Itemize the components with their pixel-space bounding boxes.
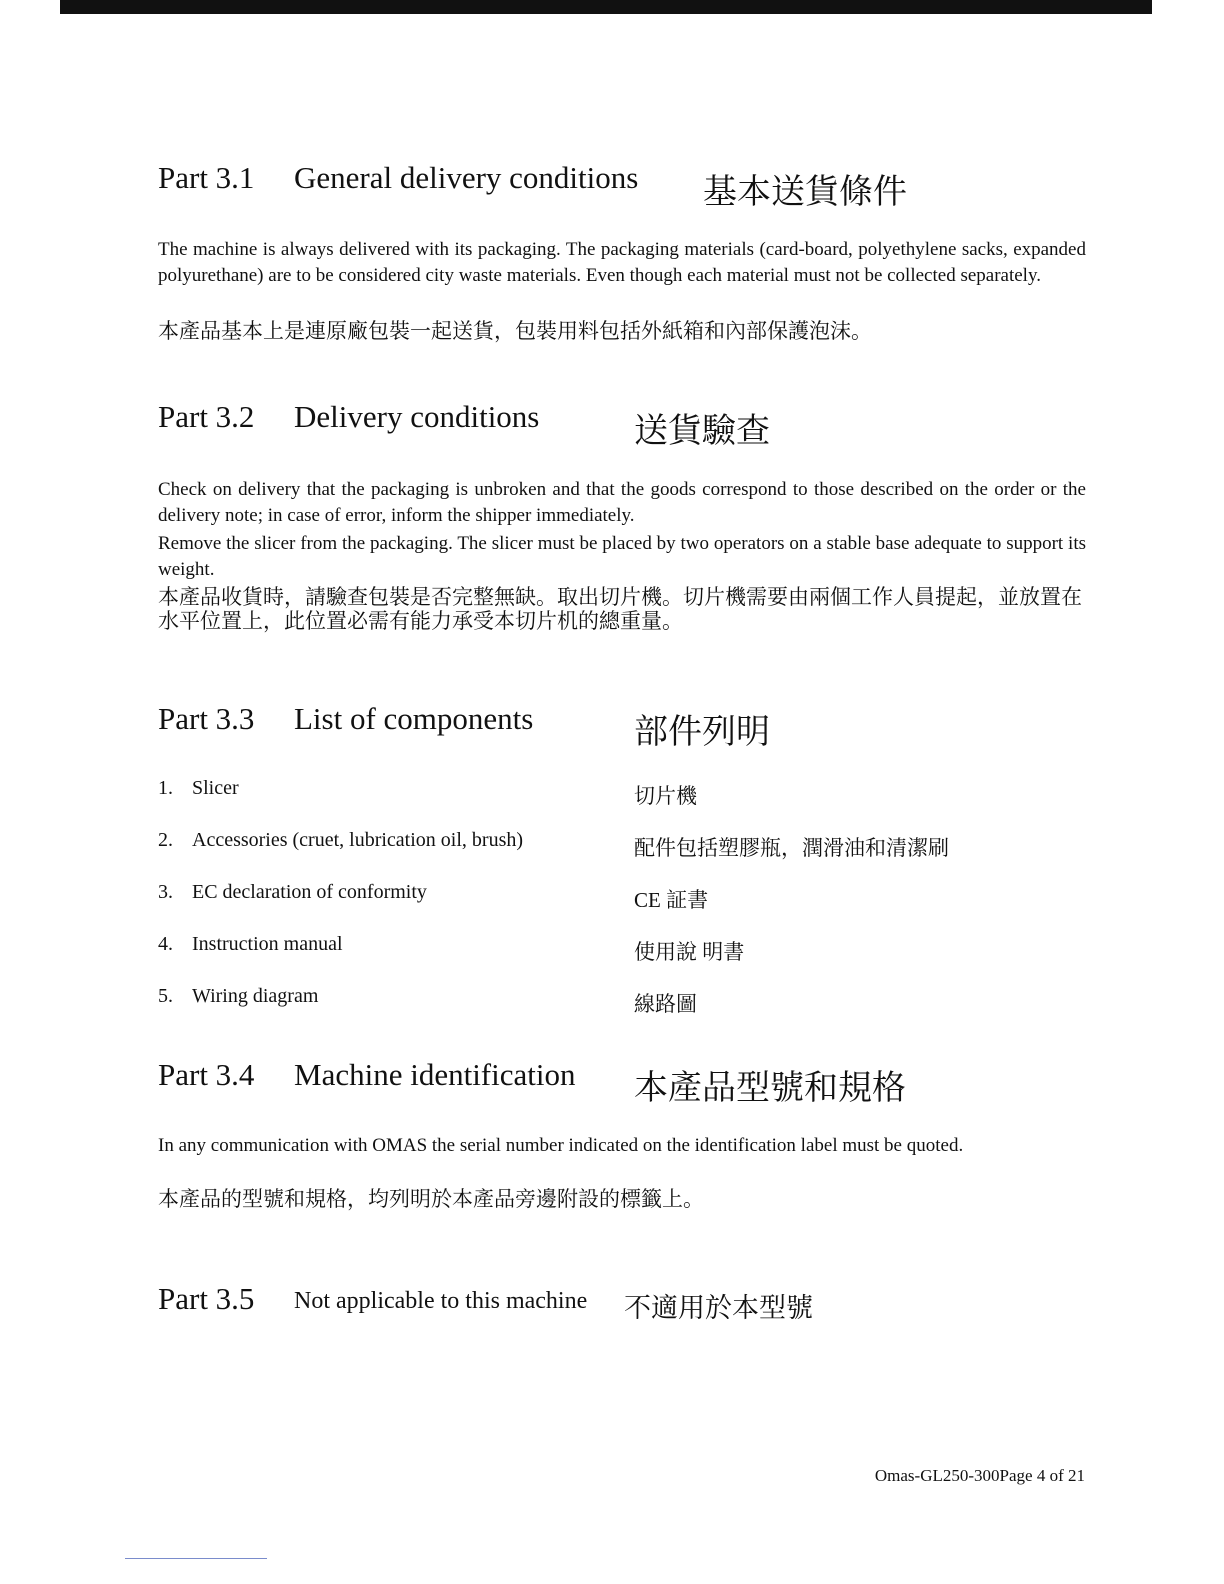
list-item-number: 4. bbox=[158, 933, 173, 955]
section-3-3-title-zh: 部件列明 bbox=[634, 714, 770, 751]
section-3-2-title: Delivery conditions bbox=[294, 399, 540, 434]
list-item-label: EC declaration of conformity bbox=[192, 881, 427, 903]
list-item-label-zh: CE 証書 bbox=[634, 888, 709, 912]
section-3-3-title: List of components bbox=[294, 701, 534, 736]
section-3-2-body-en-2: Remove the slicer from the packaging. The slicer must be placed by two operators on a stable base adequate to support its weight. bbox=[158, 533, 1086, 580]
list-item-label: Accessories (cruet, lubrication oil, brush) bbox=[192, 829, 524, 851]
section-3-4-number: Part 3.4 bbox=[158, 1057, 255, 1092]
section-3-5-number: Part 3.5 bbox=[158, 1281, 255, 1316]
list-item-number: 3. bbox=[158, 881, 173, 903]
page-footer: Omas-GL250-300Page 4 of 21 bbox=[874, 1466, 1085, 1485]
bottom-rule bbox=[125, 1558, 267, 1559]
list-item-label-zh: 線路圖 bbox=[634, 992, 697, 1016]
list-item-number: 2. bbox=[158, 829, 173, 851]
list-item-label-zh: 使用說 明書 bbox=[634, 940, 745, 964]
top-border bbox=[60, 0, 1152, 14]
section-3-4-title: Machine identification bbox=[294, 1057, 576, 1092]
section-3-1-body-zh: 本產品基本上是連原廠包裝一起送貨，包裝用料包括外紙箱和內部保護泡沫。 bbox=[158, 319, 872, 343]
section-3-1-title-zh: 基本送貨條件 bbox=[703, 174, 907, 211]
section-3-3-number: Part 3.3 bbox=[158, 701, 255, 736]
list-item-label: Slicer bbox=[192, 777, 239, 799]
list-item-label-zh: 配件包括塑膠瓶，潤滑油和清潔刷 bbox=[634, 836, 949, 860]
section-3-2-body-en-1: Check on delivery that the packaging is unbroken and that the goods correspond to those described on the order or the delivery note; in case of error, inform the shipper immediately. bbox=[158, 479, 1086, 526]
section-3-2-body-zh: 本產品收貨時，請驗查包裝是否完整無缺。取出切片機。切片機需要由兩個工作人員提起，並放置在水平位置上，此位置必需有能力承受本切片机的總重量。 bbox=[158, 585, 1082, 633]
section-3-1-title: General delivery conditions bbox=[294, 160, 639, 195]
section-3-2-title-zh: 送貨驗查 bbox=[634, 413, 770, 450]
section-3-1-body-en: The machine is always delivered with its packaging. The packaging materials (card-board, polyethylene sacks, expanded polyurethane) are to be considered city waste materials. Even though each material must not be collected separately. bbox=[158, 239, 1086, 286]
list-item-label: Wiring diagram bbox=[192, 985, 319, 1007]
list-item-label-zh: 切片機 bbox=[634, 784, 697, 808]
section-3-5-title-zh: 不適用於本型號 bbox=[624, 1293, 813, 1323]
list-item-number: 1. bbox=[158, 777, 173, 799]
section-3-1-number: Part 3.1 bbox=[158, 160, 255, 195]
list-item-label: Instruction manual bbox=[192, 933, 343, 955]
section-3-4-body-en: In any communication with OMAS the serial number indicated on the identification label must be quoted. bbox=[158, 1135, 964, 1156]
list-item-number: 5. bbox=[158, 985, 173, 1007]
section-3-4-body-zh: 本產品的型號和規格，均列明於本產品旁邊附設的標籤上。 bbox=[158, 1187, 704, 1211]
section-3-2-number: Part 3.2 bbox=[158, 399, 255, 434]
section-3-5-title: Not applicable to this machine bbox=[294, 1288, 588, 1314]
section-3-4-title-zh: 本產品型號和規格 bbox=[634, 1070, 906, 1107]
